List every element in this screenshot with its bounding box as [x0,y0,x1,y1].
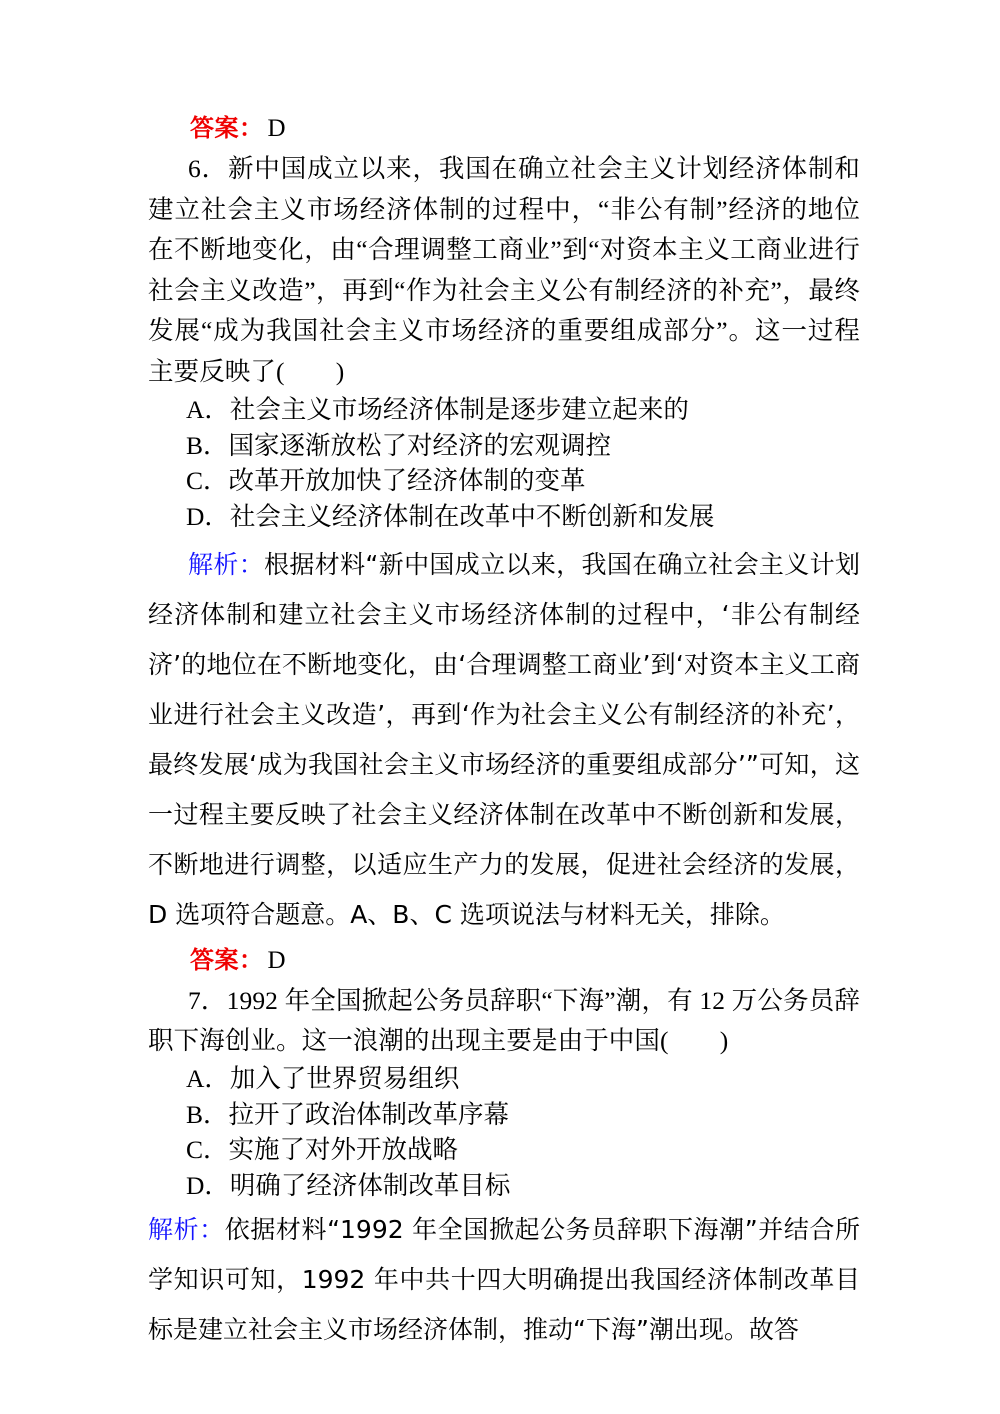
option-b-text: 拉开了政治体制改革序幕 [228,1099,510,1129]
answer-line-previous [148,108,860,149]
question-7-stem: 7．1992 年全国掀起公务员辞职“下海”潮，有 12 万公务员辞职下海创业。这一浪潮的出现主要是由于中国( ) [148,986,860,1055]
option-d[interactable] [148,499,860,535]
option-b[interactable] [148,428,860,464]
option-c-text: 改革开放加快了经济体制的变革 [228,466,586,495]
option-a[interactable] [148,392,860,428]
option-d-letter: D． [186,1170,230,1200]
question-6-explanation [148,540,860,940]
explanation-text: 依据材料“1992 年全国掀起公务员辞职下海潮”并结合所学知识可知，1992 年中共十四大明确提出我国经济体制改革目标是建立社会主义市场经济体制，推动“下海”潮出现。故答 [148,1215,860,1344]
question-7-explanation [148,1205,860,1355]
option-b-text: 国家逐渐放松了对经济的宏观调控 [228,430,612,460]
answer-value: D [267,947,286,974]
explanation-label: 解析： [148,1215,225,1244]
option-d-text: 明确了经济体制改革目标 [229,1170,511,1200]
option-a[interactable] [148,1061,860,1097]
option-d-letter: D． [186,501,230,531]
explanation-text: 根据材料“新中国成立以来，我国在确立社会主义计划经济体制和建立社会主义市场经济体制的过程中，‘非公有制经济’的地位在不断地变化，由‘合理调整工商业’到‘对资本主义工商业进行社会主义改造’，再到‘作为社会主义公有制经济的补充’，最终发展‘成为我国社会主义市场经济的重要组成部分’”可知，这一过程主要反映了社会主义经济体制在改革中不断创新和发展，不断地进行调整，以适应生产力的发展，促进社会经济的发展，D 选项符合题意。A、B、C 选项说法与材料无关，排除。 [148,550,860,929]
option-c-letter: C． [186,1135,229,1164]
option-c[interactable] [148,463,860,499]
option-b[interactable] [148,1097,860,1133]
explanation-label: 解析： [188,550,265,579]
page-content [148,108,860,1355]
question-6-options [148,392,860,534]
option-c[interactable] [148,1132,860,1168]
option-a-text: 加入了世界贸易组织 [229,1064,460,1093]
option-c-text: 实施了对外开放战略 [228,1135,459,1164]
option-d[interactable] [148,1168,860,1204]
question-6-stem: 6．新中国成立以来，我国在确立社会主义计划经济体制和建立社会主义市场经济体制的过程中，“非公有制”经济的地位在不断地变化，由“合理调整工商业”到“对资本主义工商业进行社会主义改造”，再到“作为社会主义公有制经济的补充”，最终发展“成为我国社会主义市场经济的重要组成部分”。这一过程主要反映了( ) [148,154,860,386]
option-a-letter: A． [186,395,230,424]
option-a-letter: A． [186,1064,230,1093]
option-c-letter: C． [186,466,229,495]
option-b-letter: B． [186,430,229,460]
answer-label: 答案： [190,946,264,974]
option-b-letter: B． [186,1099,229,1129]
answer-value: D [267,115,286,142]
option-a-text: 社会主义市场经济体制是逐步建立起来的 [229,395,689,424]
answer-label: 答案： [190,114,264,142]
question-7-options [148,1061,860,1203]
option-d-text: 社会主义经济体制在改革中不断创新和发展 [229,501,715,531]
question-6-answer [148,940,860,981]
